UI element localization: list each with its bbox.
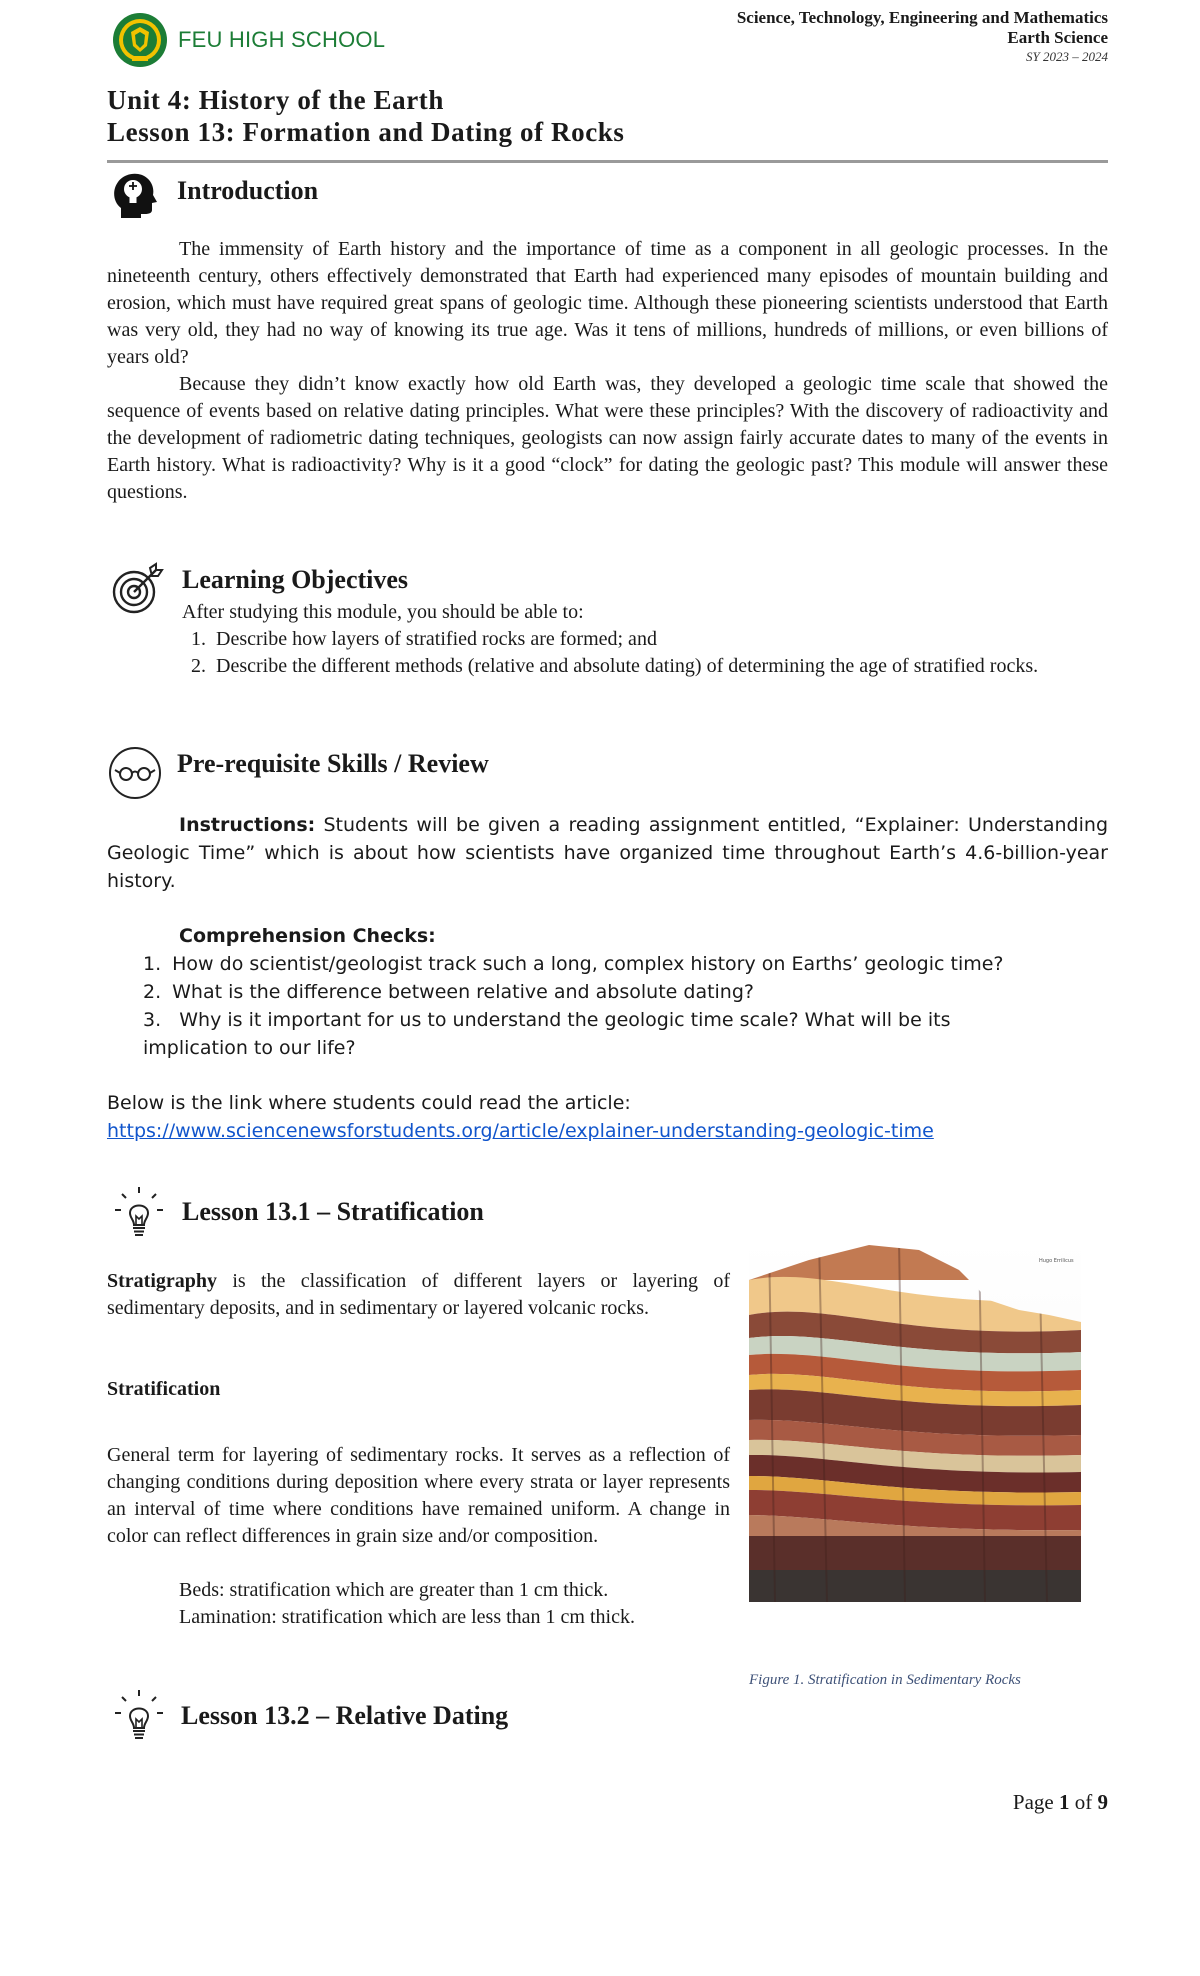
objectives-list xyxy=(182,626,1108,680)
prereq-heading: Pre-requisite Skills / Review xyxy=(177,749,489,778)
title-divider xyxy=(107,160,1108,163)
lamination-definition: Lamination: stratification which are less than 1 cm thick. xyxy=(179,1606,635,1628)
page-number: Page 1 of 9 xyxy=(1012,1790,1108,1814)
lesson-13-1-heading: Lesson 13.1 – Stratification xyxy=(182,1197,484,1226)
page-total: 9 xyxy=(1097,1790,1108,1814)
school-year-label: SY 2023 – 2024 xyxy=(1026,48,1108,64)
photo-credit: Hugo Errilicus xyxy=(1039,1258,1074,1264)
objectives-lead: After studying this module, you should be able to: xyxy=(182,601,584,623)
list-item: 2. Describe the different methods (relative and absolute dating) of determining the age of stratified rocks. xyxy=(191,655,1039,677)
department-label: Science, Technology, Engineering and Mathematics xyxy=(736,8,1108,27)
school-seal-icon xyxy=(112,12,168,68)
link-lead: Below is the link where students could read the article: xyxy=(107,1092,631,1114)
intro-paragraph-1: The immensity of Earth history and the importance of time as a component in all geologic processes. In the nineteenth century, others effectively demonstrated that Earth had experienced many episodes of mountain building and erosion, which must have required great spans of geologic time. Although these pioneering scientists understood that Earth was very old, they had no way of knowing its true age. Was it tens of millions, hundreds of millions, or even billions of years old? xyxy=(107,238,1108,368)
lesson-title: Lesson 13: Formation and Dating of Rocks xyxy=(107,117,625,148)
stratigraphy-term: Stratigraphy xyxy=(107,1270,217,1292)
list-item: 1. How do scientist/geologist track such a long, complex history on Earths’ geologic time? xyxy=(143,953,1004,975)
comprehension-heading: Comprehension Checks: xyxy=(179,925,436,947)
list-item: 3. Why is it important for us to understand the geologic time scale? What will be its implication to our life? xyxy=(143,1009,951,1059)
stratification-body: General term for layering of sedimentary rocks. It serves as a reflection of changing conditions during deposition where every strata or layer represents an interval of time where conditions have remained uniform. A change in color can reflect differences in grain size and/or composition. xyxy=(107,1444,730,1547)
head-lightbulb-icon xyxy=(107,168,161,222)
school-logo xyxy=(112,12,385,68)
document-header xyxy=(737,8,1108,64)
rock-layers-image xyxy=(749,1240,1081,1602)
unit-title: Unit 4: History of the Earth xyxy=(107,85,445,115)
subject-label: Earth Science xyxy=(1007,28,1108,48)
instructions-label: Instructions: xyxy=(179,814,316,836)
article-link[interactable]: https://www.sciencenewsforstudents.org/article/explainer-understanding-geologic-time xyxy=(107,1120,934,1142)
introduction-heading: Introduction xyxy=(177,176,319,205)
comprehension-list xyxy=(143,950,1108,1062)
page-current: 1 xyxy=(1059,1790,1070,1814)
lightbulb-icon xyxy=(112,1688,166,1742)
lightbulb-icon xyxy=(112,1185,166,1239)
figure-caption: Figure 1. Stratification in Sedimentary Rocks xyxy=(749,1672,1021,1688)
introduction-body xyxy=(107,236,1108,506)
objectives-heading: Learning Objectives xyxy=(182,565,409,594)
target-icon xyxy=(110,562,164,616)
stratification-subheading: Stratification xyxy=(107,1378,221,1400)
intro-paragraph-2: Because they didn’t know exactly how old Earth was, they developed a geologic time scale that showed the sequence of events based on relative dating principles. What were these principles? With the discovery of radioactivity and the development of radiometric dating techniques, geologists can now assign fairly accurate dates to many of the events in Earth history. What is radioactivity? Why is it a good “clock” for dating the geologic past? This module will answer these questions. xyxy=(107,373,1108,503)
lesson-13-2-heading: Lesson 13.2 – Relative Dating xyxy=(181,1701,509,1730)
page-title xyxy=(107,84,625,149)
prereq-instructions xyxy=(107,811,1108,895)
school-name: FEU HIGH SCHOOL xyxy=(178,27,386,52)
stratigraphy-definition xyxy=(107,1268,730,1322)
list-item: 1. Describe how layers of stratified rocks are formed; and xyxy=(191,628,657,650)
stratification-photo xyxy=(749,1240,1081,1602)
stratigraphy-text: is the classification of different layers or layering of sedimentary deposits, and in sedimentary or layered volcanic rocks. xyxy=(107,1270,730,1319)
list-item: 2. What is the difference between relative and absolute dating? xyxy=(143,981,754,1003)
instructions-text: Students will be given a reading assignment entitled, “Explainer: Understanding Geologic Time” which is about how scientists have organized time throughout Earth’s 4.6-billion-year history. xyxy=(107,814,1108,892)
beds-definition: Beds: stratification which are greater than 1 cm thick. xyxy=(179,1579,609,1601)
glasses-icon xyxy=(108,746,162,800)
